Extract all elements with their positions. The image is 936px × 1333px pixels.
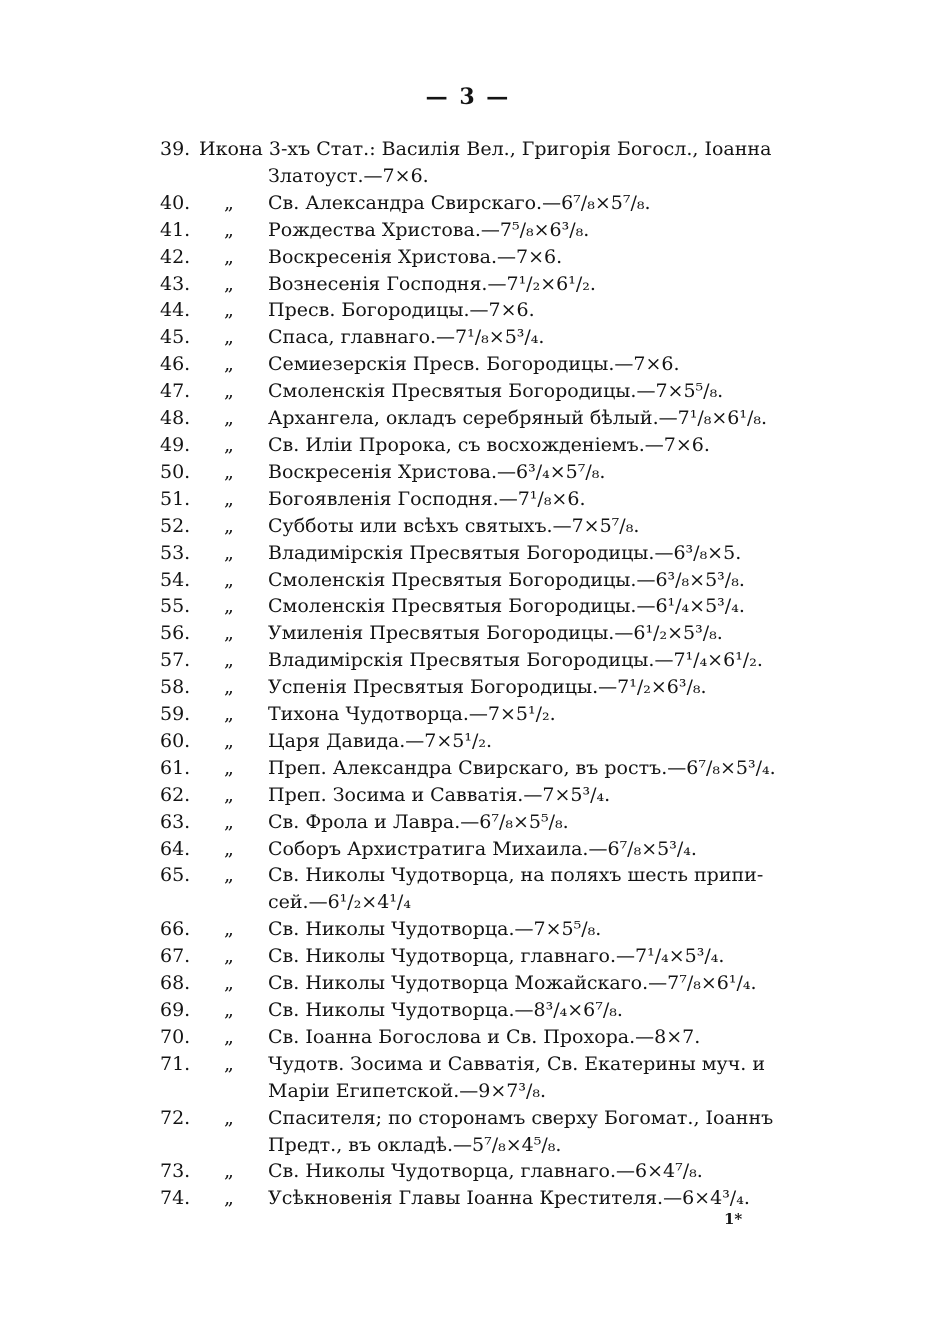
- entry-number: 57.: [160, 649, 191, 672]
- list-item: [0, 540, 936, 567]
- entry-line: Успенія Пресвятыя Богородицы.—7¹/₂×6³/₈.: [268, 676, 707, 699]
- ditto-mark: „: [224, 407, 234, 430]
- list-item: [0, 1105, 936, 1159]
- entry-text: [268, 701, 778, 728]
- entry-number: 45.: [160, 326, 191, 349]
- inventory-list: [0, 136, 936, 1212]
- entry-line: Предт., въ окладѣ.—5⁷/₈×4⁵/₈.: [268, 1133, 562, 1156]
- entry-number: 71.: [160, 1052, 191, 1075]
- entry-text: [268, 217, 778, 244]
- entry-text: [268, 755, 778, 782]
- signature-mark: 1*: [724, 1210, 743, 1228]
- list-item: [0, 271, 936, 298]
- entry-text: [268, 862, 778, 916]
- ditto-mark: „: [224, 326, 234, 349]
- ditto-mark: „: [224, 272, 234, 295]
- list-item: [0, 378, 936, 405]
- entry-number: 74.: [160, 1187, 191, 1210]
- entry-text: [0, 136, 774, 190]
- list-item: [0, 351, 936, 378]
- entry-number: 52.: [160, 514, 191, 537]
- entry-number: 40.: [160, 191, 191, 214]
- entry-number: 60.: [160, 729, 191, 752]
- entry-text: [268, 916, 778, 943]
- entry-number: 69.: [160, 999, 191, 1021]
- ditto-mark: „: [224, 810, 234, 833]
- entry-number: 56.: [160, 622, 191, 645]
- entry-text: [268, 244, 778, 271]
- entry-text: [268, 1051, 778, 1105]
- list-item: [0, 1051, 936, 1105]
- ditto-mark: „: [224, 1025, 234, 1048]
- entry-number: 58.: [160, 676, 191, 699]
- ditto-mark: „: [224, 353, 234, 376]
- list-item: [0, 620, 936, 647]
- list-item: [0, 836, 936, 863]
- entry-line: Воскресенія Христова.—6³/₄×5⁷/₈.: [268, 460, 606, 483]
- entry-number: 72.: [160, 1106, 191, 1129]
- entry-line: Пресв. Богородицы.—7×6.: [268, 299, 535, 322]
- entry-text: [268, 1105, 778, 1159]
- entry-text: [268, 997, 778, 1024]
- ditto-mark: „: [224, 1160, 234, 1183]
- entry-number: 54.: [160, 568, 191, 591]
- ditto-mark: „: [224, 945, 234, 968]
- list-item: [0, 701, 936, 728]
- list-item: [0, 513, 936, 540]
- list-item: [0, 1024, 936, 1051]
- ditto-mark: „: [224, 245, 234, 268]
- entry-text: [268, 513, 778, 540]
- ditto-mark: „: [224, 433, 234, 456]
- entry-number: 47.: [160, 380, 191, 403]
- list-item: [0, 674, 936, 701]
- entry-line: Субботы или всѣхъ святыхъ.—7×5⁷/₈.: [268, 514, 640, 537]
- list-item: [0, 459, 936, 486]
- ditto-mark: „: [224, 191, 234, 214]
- entry-line: Семиезерскія Пресв. Богородицы.—7×6.: [268, 353, 680, 376]
- ditto-mark: „: [224, 783, 234, 806]
- entry-line: Св. Фрола и Лавра.—6⁷/₈×5⁵/₈.: [268, 810, 569, 833]
- entry-number: 67.: [160, 945, 191, 968]
- entry-number: 64.: [160, 837, 191, 860]
- list-item: [0, 755, 936, 782]
- list-item: [0, 647, 936, 674]
- ditto-mark: „: [224, 729, 234, 752]
- entry-line: Спасителя; по сторонамъ сверху Богомат., Іоаннъ: [268, 1106, 774, 1129]
- entry-line: Умиленія Пресвятыя Богородицы.—6¹/₂×5³/₈.: [268, 622, 723, 645]
- ditto-mark: „: [224, 649, 234, 672]
- ditto-mark: „: [224, 622, 234, 645]
- entry-number: 49.: [160, 433, 191, 456]
- ditto-mark: „: [224, 703, 234, 726]
- list-item: [0, 297, 936, 324]
- list-item: [0, 728, 936, 755]
- entry-number: 48.: [160, 407, 191, 430]
- entry-line: Златоуст.—7×6.: [268, 164, 429, 187]
- entry-text: [268, 809, 778, 836]
- ditto-mark: „: [224, 999, 234, 1021]
- entry-line: Соборъ Архистратига Михаила.—6⁷/₈×5³/₄.: [268, 837, 697, 860]
- entry-number: 44.: [160, 299, 191, 322]
- entry-text: [268, 674, 778, 701]
- ditto-mark: „: [224, 1187, 234, 1210]
- entry-line: Смоленскія Пресвятыя Богородицы.—6³/₈×5³/₈.: [268, 568, 745, 591]
- entry-line: Тихона Чудотворца.—7×5¹/₂.: [268, 703, 556, 726]
- ditto-mark: „: [224, 756, 234, 779]
- entry-text: [268, 324, 778, 351]
- entry-number: 65.: [160, 864, 191, 887]
- ditto-mark: „: [224, 568, 234, 591]
- list-item: [0, 916, 936, 943]
- list-item: [0, 782, 936, 809]
- entry-text: [268, 943, 778, 970]
- entry-number: 53.: [160, 541, 191, 564]
- entry-line: Вознесенія Господня.—7¹/₂×6¹/₂.: [268, 272, 596, 295]
- ditto-mark: „: [224, 864, 234, 887]
- entry-line: сей.—6¹/₂×4¹/₄: [268, 891, 411, 914]
- list-item: [0, 862, 936, 916]
- ditto-mark: „: [224, 541, 234, 564]
- ditto-mark: „: [224, 1106, 234, 1129]
- ditto-mark: „: [224, 972, 234, 995]
- list-item: [0, 593, 936, 620]
- list-item: [0, 809, 936, 836]
- entry-line: Икона 3-хъ Стат.: Василія Вел., Григорія Богосл., Іоанна: [199, 138, 772, 160]
- entry-text: [268, 486, 778, 513]
- entry-text: [268, 405, 778, 432]
- entry-line: Св. Николы Чудотворца, на поляхъ шесть припи-: [268, 864, 764, 887]
- entry-line: Св. Николы Чудотворца.—7×5⁵/₈.: [268, 918, 602, 941]
- entry-line: Владимірскія Пресвятыя Богородицы.—7¹/₄×6¹/₂.: [268, 649, 763, 672]
- entry-text: [268, 728, 778, 755]
- entry-line: Св. Николы Чудотворца, главнаго.—6×4⁷/₈.: [268, 1160, 703, 1183]
- entry-line: Св. Иліи Пророка, съ восхожденіемъ.—7×6.: [268, 433, 710, 456]
- entry-line: Рождества Христова.—7⁵/₈×6³/₈.: [268, 218, 590, 241]
- entry-number: 61.: [160, 756, 191, 779]
- ditto-mark: „: [224, 460, 234, 483]
- entry-text: [268, 782, 778, 809]
- entry-text: [268, 540, 778, 567]
- entry-line: Богоявленія Господня.—7¹/₈×6.: [268, 487, 586, 510]
- entry-line: Смоленскія Пресвятыя Богородицы.—6¹/₄×5³/₄.: [268, 595, 745, 618]
- entry-line: Владимірскія Пресвятыя Богородицы.—6³/₈×5.: [268, 541, 742, 564]
- entry-number: 51.: [160, 487, 191, 510]
- entry-text: [268, 432, 778, 459]
- entry-line: Св. Николы Чудотворца.—8³/₄×6⁷/₈.: [268, 999, 623, 1021]
- ditto-mark: „: [224, 218, 234, 241]
- entry-text: [268, 836, 778, 863]
- entry-text: [268, 567, 778, 594]
- ditto-mark: „: [224, 514, 234, 537]
- entry-line: Архангела, окладъ серебряный бѣлый.—7¹/₈×6¹/₈.: [268, 407, 768, 430]
- entry-number: 39.: [160, 138, 191, 160]
- entry-number: 59.: [160, 703, 191, 726]
- entry-text: [268, 1185, 778, 1212]
- entry-text: [268, 190, 778, 217]
- entry-line: Св. Николы Чудотворца Можайскаго.—7⁷/₈×6¹/₄.: [268, 972, 757, 995]
- entry-text: [268, 647, 778, 674]
- entry-number: 43.: [160, 272, 191, 295]
- list-item: [0, 432, 936, 459]
- entry-number: 68.: [160, 972, 191, 995]
- list-item: [0, 136, 936, 190]
- entry-number: 63.: [160, 810, 191, 833]
- entry-line: Преп. Александра Свирскаго, въ ростъ.—6⁷/₈×5³/₄.: [268, 756, 776, 779]
- list-item: [0, 217, 936, 244]
- entry-line: Преп. Зосима и Савватія.—7×5³/₄.: [268, 783, 611, 806]
- entry-line: Маріи Египетской.—9×7³/₈.: [268, 1079, 547, 1102]
- entry-line: Чудотв. Зосима и Савватія, Св. Екатерины муч. и: [268, 1052, 766, 1075]
- entry-line: Смоленскія Пресвятыя Богородицы.—7×5⁵/₈.: [268, 380, 724, 403]
- list-item: [0, 405, 936, 432]
- entry-number: 70.: [160, 1025, 191, 1048]
- list-item: [0, 324, 936, 351]
- entry-number: 41.: [160, 218, 191, 241]
- entry-number: 62.: [160, 783, 191, 806]
- entry-number: 73.: [160, 1160, 191, 1183]
- ditto-mark: „: [224, 918, 234, 941]
- entry-text: [268, 620, 778, 647]
- entry-text: [268, 297, 778, 324]
- entry-line: Усѣкновенія Главы Іоанна Крестителя.—6×4³/₄.: [268, 1187, 750, 1210]
- entry-line: Спаса, главнаго.—7¹/₈×5³/₄.: [268, 326, 545, 349]
- entry-line: Воскресенія Христова.—7×6.: [268, 245, 563, 268]
- entry-number: 50.: [160, 460, 191, 483]
- entry-text: [268, 1024, 778, 1051]
- list-item: [0, 943, 936, 970]
- entry-text: [268, 970, 778, 997]
- list-item: [0, 970, 936, 997]
- entry-text: [268, 459, 778, 486]
- ditto-mark: „: [224, 837, 234, 860]
- ditto-mark: „: [224, 1052, 234, 1075]
- list-item: [0, 997, 936, 1024]
- ditto-mark: „: [224, 676, 234, 699]
- entry-text: [268, 271, 778, 298]
- ditto-mark: „: [224, 299, 234, 322]
- ditto-mark: „: [224, 380, 234, 403]
- entry-line: Св. Николы Чудотворца, главнаго.—7¹/₄×5³/₄.: [268, 945, 725, 968]
- entry-line: Св. Іоанна Богослова и Св. Прохора.—8×7.: [268, 1025, 701, 1048]
- list-item: [0, 190, 936, 217]
- entry-text: [268, 1158, 778, 1185]
- entry-line: Св. Александра Свирскаго.—6⁷/₈×5⁷/₈.: [268, 191, 651, 214]
- entry-text: [268, 378, 778, 405]
- list-item: [0, 1158, 936, 1185]
- list-item: [0, 486, 936, 513]
- ditto-mark: „: [224, 487, 234, 510]
- entry-line: Царя Давида.—7×5¹/₂.: [268, 729, 493, 752]
- list-item: [0, 244, 936, 271]
- entry-number: 46.: [160, 353, 191, 376]
- ditto-mark: „: [224, 595, 234, 618]
- entry-text: [268, 593, 778, 620]
- list-item: [0, 567, 936, 594]
- entry-number: 55.: [160, 595, 191, 618]
- entry-number: 42.: [160, 245, 191, 268]
- page-number: — 3 —: [425, 84, 511, 110]
- entry-number: 66.: [160, 918, 191, 941]
- list-item: [0, 1185, 936, 1212]
- entry-text: [268, 351, 778, 378]
